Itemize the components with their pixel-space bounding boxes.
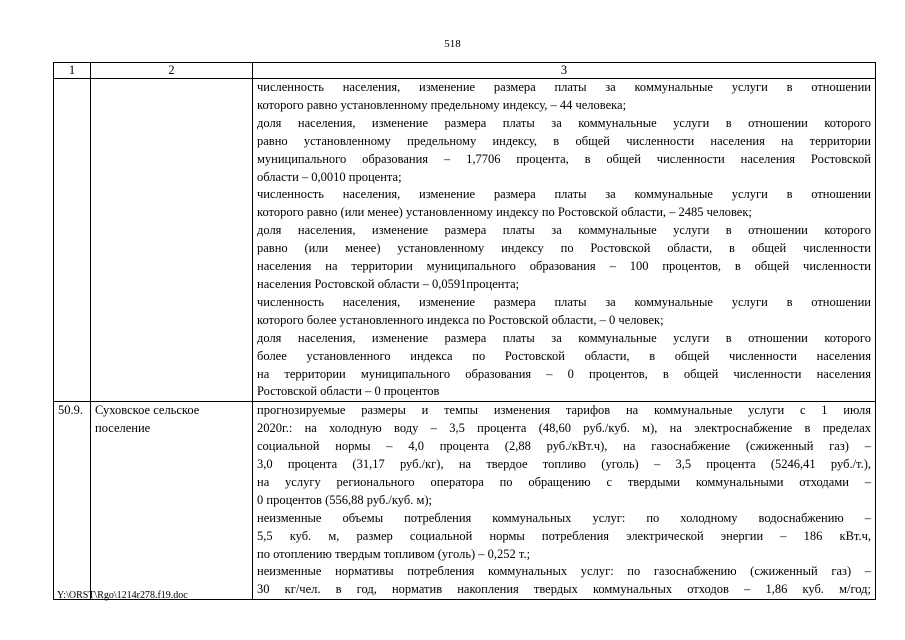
row-name-cell — [91, 79, 253, 402]
content-line: которого равно установленному предельному индексу, – 44 человека; — [257, 97, 627, 112]
content-line: которого более установленного индекса по Ростовской области, – 0 человек; — [257, 312, 664, 327]
content-line: области – 0,0010 процента; — [257, 169, 402, 184]
content-line: доля населения, изменение размера платы за коммунальные услуги в отношении которого — [257, 330, 871, 345]
content-line: по отоплению твердым топливом (уголь) – 0,252 т.; — [257, 546, 531, 561]
content-line: 0 процентов (556,88 руб./куб. м); — [257, 492, 432, 507]
content-line: численность населения, изменение размера платы за коммунальные услуги в отношении — [257, 187, 871, 202]
table-row — [54, 79, 876, 402]
row-content-cell — [253, 402, 876, 600]
table-row — [54, 402, 876, 600]
table-header-row — [54, 63, 876, 79]
file-path-footer: Y:\ORST\Rgo\1214r278.f19.doc — [57, 590, 188, 601]
content-line: неизменные объемы потребления коммунальных услуг: по холодному водоснабжению – — [257, 510, 871, 525]
document-table — [53, 62, 876, 600]
row-number-cell — [54, 79, 91, 402]
content-line: более установленного индекса по Ростовской области, в общей численности населения — [257, 348, 871, 363]
content-line: равно (или менее) установленному индексу по Ростовской области, в общей численности — [257, 241, 871, 256]
content-line: Ростовской области – 0 процентов — [257, 384, 440, 399]
content-line: равно установленному предельному индексу, в общей численности населения на территории — [257, 133, 871, 148]
content-line: прогнозируемые размеры и темпы изменения тарифов на коммунальные услуги с 1 июля — [257, 403, 871, 418]
content-line: на территории муниципального образования – 0 процентов, в общей численности населения — [257, 366, 871, 381]
content-line: доля населения, изменение размера платы за коммунальные услуги в отношении которого — [257, 223, 871, 238]
column-header-1: 1 — [54, 63, 91, 79]
content-line: социальной нормы – 4,0 процента (2,88 руб./кВт.ч), на газоснабжение (сжиженный газ) – — [257, 439, 871, 454]
page-number: 518 — [444, 38, 461, 50]
content-line: 2020г.: на холодную воду – 3,5 процента (48,60 руб./куб. м), на электроснабжение в пределах — [257, 421, 871, 436]
content-line: на услугу регионального оператора по обращению с твердыми коммунальными отходами – — [257, 474, 871, 489]
column-header-3: 3 — [253, 63, 876, 79]
content-line: которого равно (или менее) установленному индексу по Ростовской области, – 2485 человек; — [257, 205, 752, 220]
content-line: 30 кг/чел. в год, норматив накопления твердых коммунальных отходов – 1,86 куб. м/год; — [257, 582, 871, 597]
content-line: доля населения, изменение размера платы за коммунальные услуги в отношении которого — [257, 115, 871, 130]
content-line: численность населения, изменение размера платы за коммунальные услуги в отношении — [257, 294, 871, 309]
column-header-2: 2 — [91, 63, 253, 79]
content-line: 3,0 процента (31,17 руб./кг), на твердое топливо (уголь) – 3,5 процента (5246,41 руб./т.), — [257, 457, 871, 472]
row-name-cell: Суховское сельское поселение — [91, 402, 253, 600]
row-number-cell: 50.9. — [54, 402, 91, 600]
content-line: населения Ростовской области – 0,0591процента; — [257, 276, 520, 291]
content-line: муниципального образования – 1,7706 процента, в общей численности населения Ростовской — [257, 151, 871, 166]
content-line: неизменные нормативы потребления коммунальных услуг: по газоснабжению (сжиженный газ) – — [257, 564, 871, 579]
row-content-cell — [253, 79, 876, 402]
content-line: 5,5 куб. м, размер социальной нормы потребления электрической энергии – 186 кВт.ч, — [257, 528, 871, 543]
content-line: населения на территории муниципального образования – 100 процентов, в общей численности — [257, 259, 871, 274]
content-line: численность населения, изменение размера платы за коммунальные услуги в отношении — [257, 80, 871, 94]
